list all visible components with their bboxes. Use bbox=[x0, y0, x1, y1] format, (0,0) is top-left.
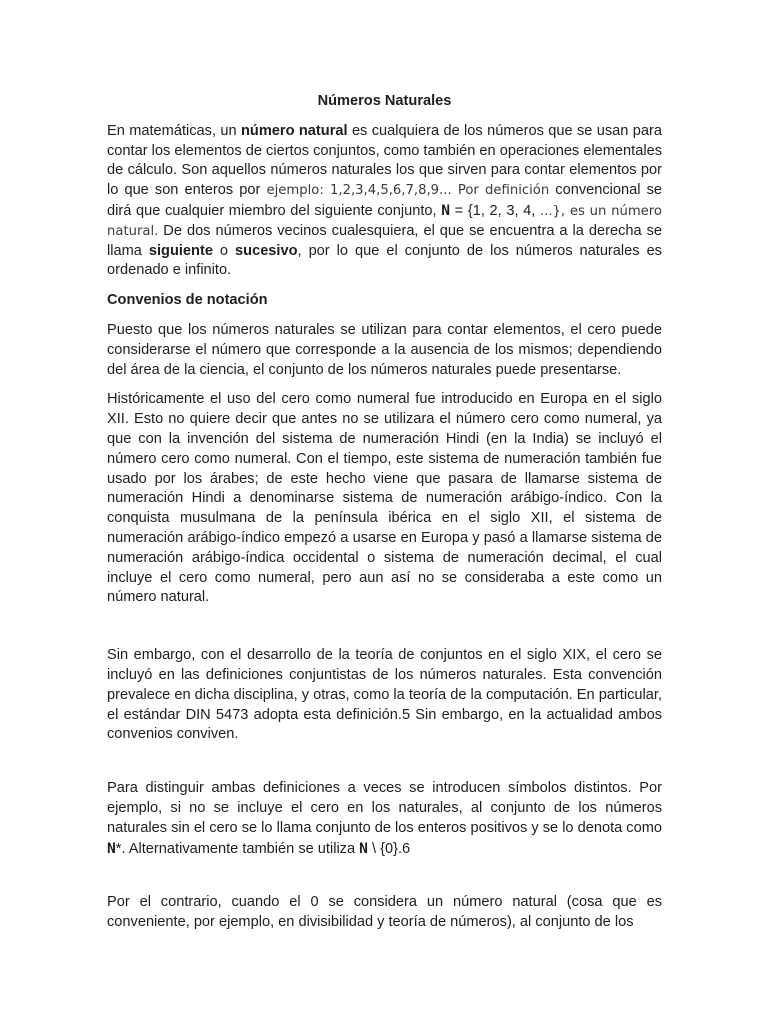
simbolos-text-c: *. Alternativamente también se utiliza bbox=[115, 840, 360, 857]
simbolos-text-a: Para distinguir ambas definiciones a veces se introducen símbolos distintos. Por ejemplo, si no se incluye el cero en los naturales, al conjunto de los números naturales sin el cero se lo llama conjunto de los enteros positivos y se lo denota como bbox=[107, 780, 662, 836]
simbolos-text-e: \ {0}.6 bbox=[367, 840, 411, 857]
document-page bbox=[107, 92, 662, 943]
intro-text-a: En matemáticas, un bbox=[107, 122, 241, 139]
intro-text-e: convencional se dirá que cualquier miembro del siguiente conjunto, bbox=[107, 182, 663, 219]
natural-set-symbol: N bbox=[107, 839, 116, 857]
term-sucesivo: sucesivo bbox=[235, 242, 298, 259]
term-siguiente: siguiente bbox=[148, 242, 213, 259]
paragraph-contrario: Por el contrario, cuando el 0 se considera un número natural (cosa que es conveniente, por ejemplo, en divisibilidad y teoría de números), al conjunto de los bbox=[107, 894, 662, 931]
paragraph-convenios: Puesto que los números naturales se utilizan para contar elementos, el cero puede considerarse el número que corresponde a la ausencia de los mismos; dependiendo del área de la ciencia, el conjunto de los números naturales puede presentarse. bbox=[107, 321, 662, 378]
natural-set-symbol: N bbox=[441, 201, 451, 219]
intro-set-end: ...}, es un número natural. bbox=[107, 203, 662, 239]
paragraph-historia: Históricamente el uso del cero como numeral fue introducido en Europa en el siglo XII. Esto no quiere decir que antes no se utilizara el número cero como numeral, ya que con la invención del sistema de numeración Hindi (en la India) se incluyó el número cero como numeral. Con el tiempo, este sistema de numeración también fue usado por los árabes; de este hecho viene que pasara de llamarse sistema de numeración Hindi a denominarse sistema de numeración arábigo-índico. Con la conquista musulmana de la península ibérica en el siglo XII, el sistema de numeración arábigo-índico empezó a usarse en Europa y pasó a llamarse sistema de numeración arábigo-índica occidental o sistema de numeración decimal, el cual incluye el cero como numeral, pero aun así no se consideraba a este como un número natural. bbox=[107, 391, 662, 606]
intro-text-m: , por lo que el conjunto de los números naturales es ordenado e infinito. bbox=[107, 242, 662, 279]
paragraph-simbolos bbox=[107, 779, 662, 859]
intro-text-c: es cualquiera de los números que se usan para contar los elementos de ciertos conjuntos, como también en operaciones elementales de cálculo. Son aquellos números naturales los que sirven para contar elementos por lo que son enteros por bbox=[107, 122, 663, 199]
section-heading: Convenios de notación bbox=[107, 292, 268, 309]
intro-set-start: = {1, 2, 3, 4, bbox=[450, 202, 540, 219]
paragraph-intro bbox=[107, 122, 662, 281]
intro-text-i: De dos números vecinos cualesquiera, el que se encuentra a la derecha se llama bbox=[107, 222, 662, 259]
natural-set-symbol: N bbox=[359, 839, 368, 857]
intro-text-k: o bbox=[212, 242, 236, 259]
page-title: Números Naturales bbox=[317, 93, 452, 109]
intro-example: ejemplo: 1,2,3,4,5,6,7,8,9... Por definición bbox=[266, 183, 550, 199]
term-numero-natural: número natural bbox=[241, 122, 348, 139]
paragraph-conjuntos: Sin embargo, con el desarrollo de la teoría de conjuntos en el siglo XIX, el cero se incluyó en las definiciones conjuntistas de los números naturales. Esta convención prevalece en dicha disciplina, y otras, como la teoría de la computación. En particular, el estándar DIN 5473 adopta esta definición.5 Sin embargo, en la actualidad ambos convenios conviven. bbox=[107, 647, 662, 743]
